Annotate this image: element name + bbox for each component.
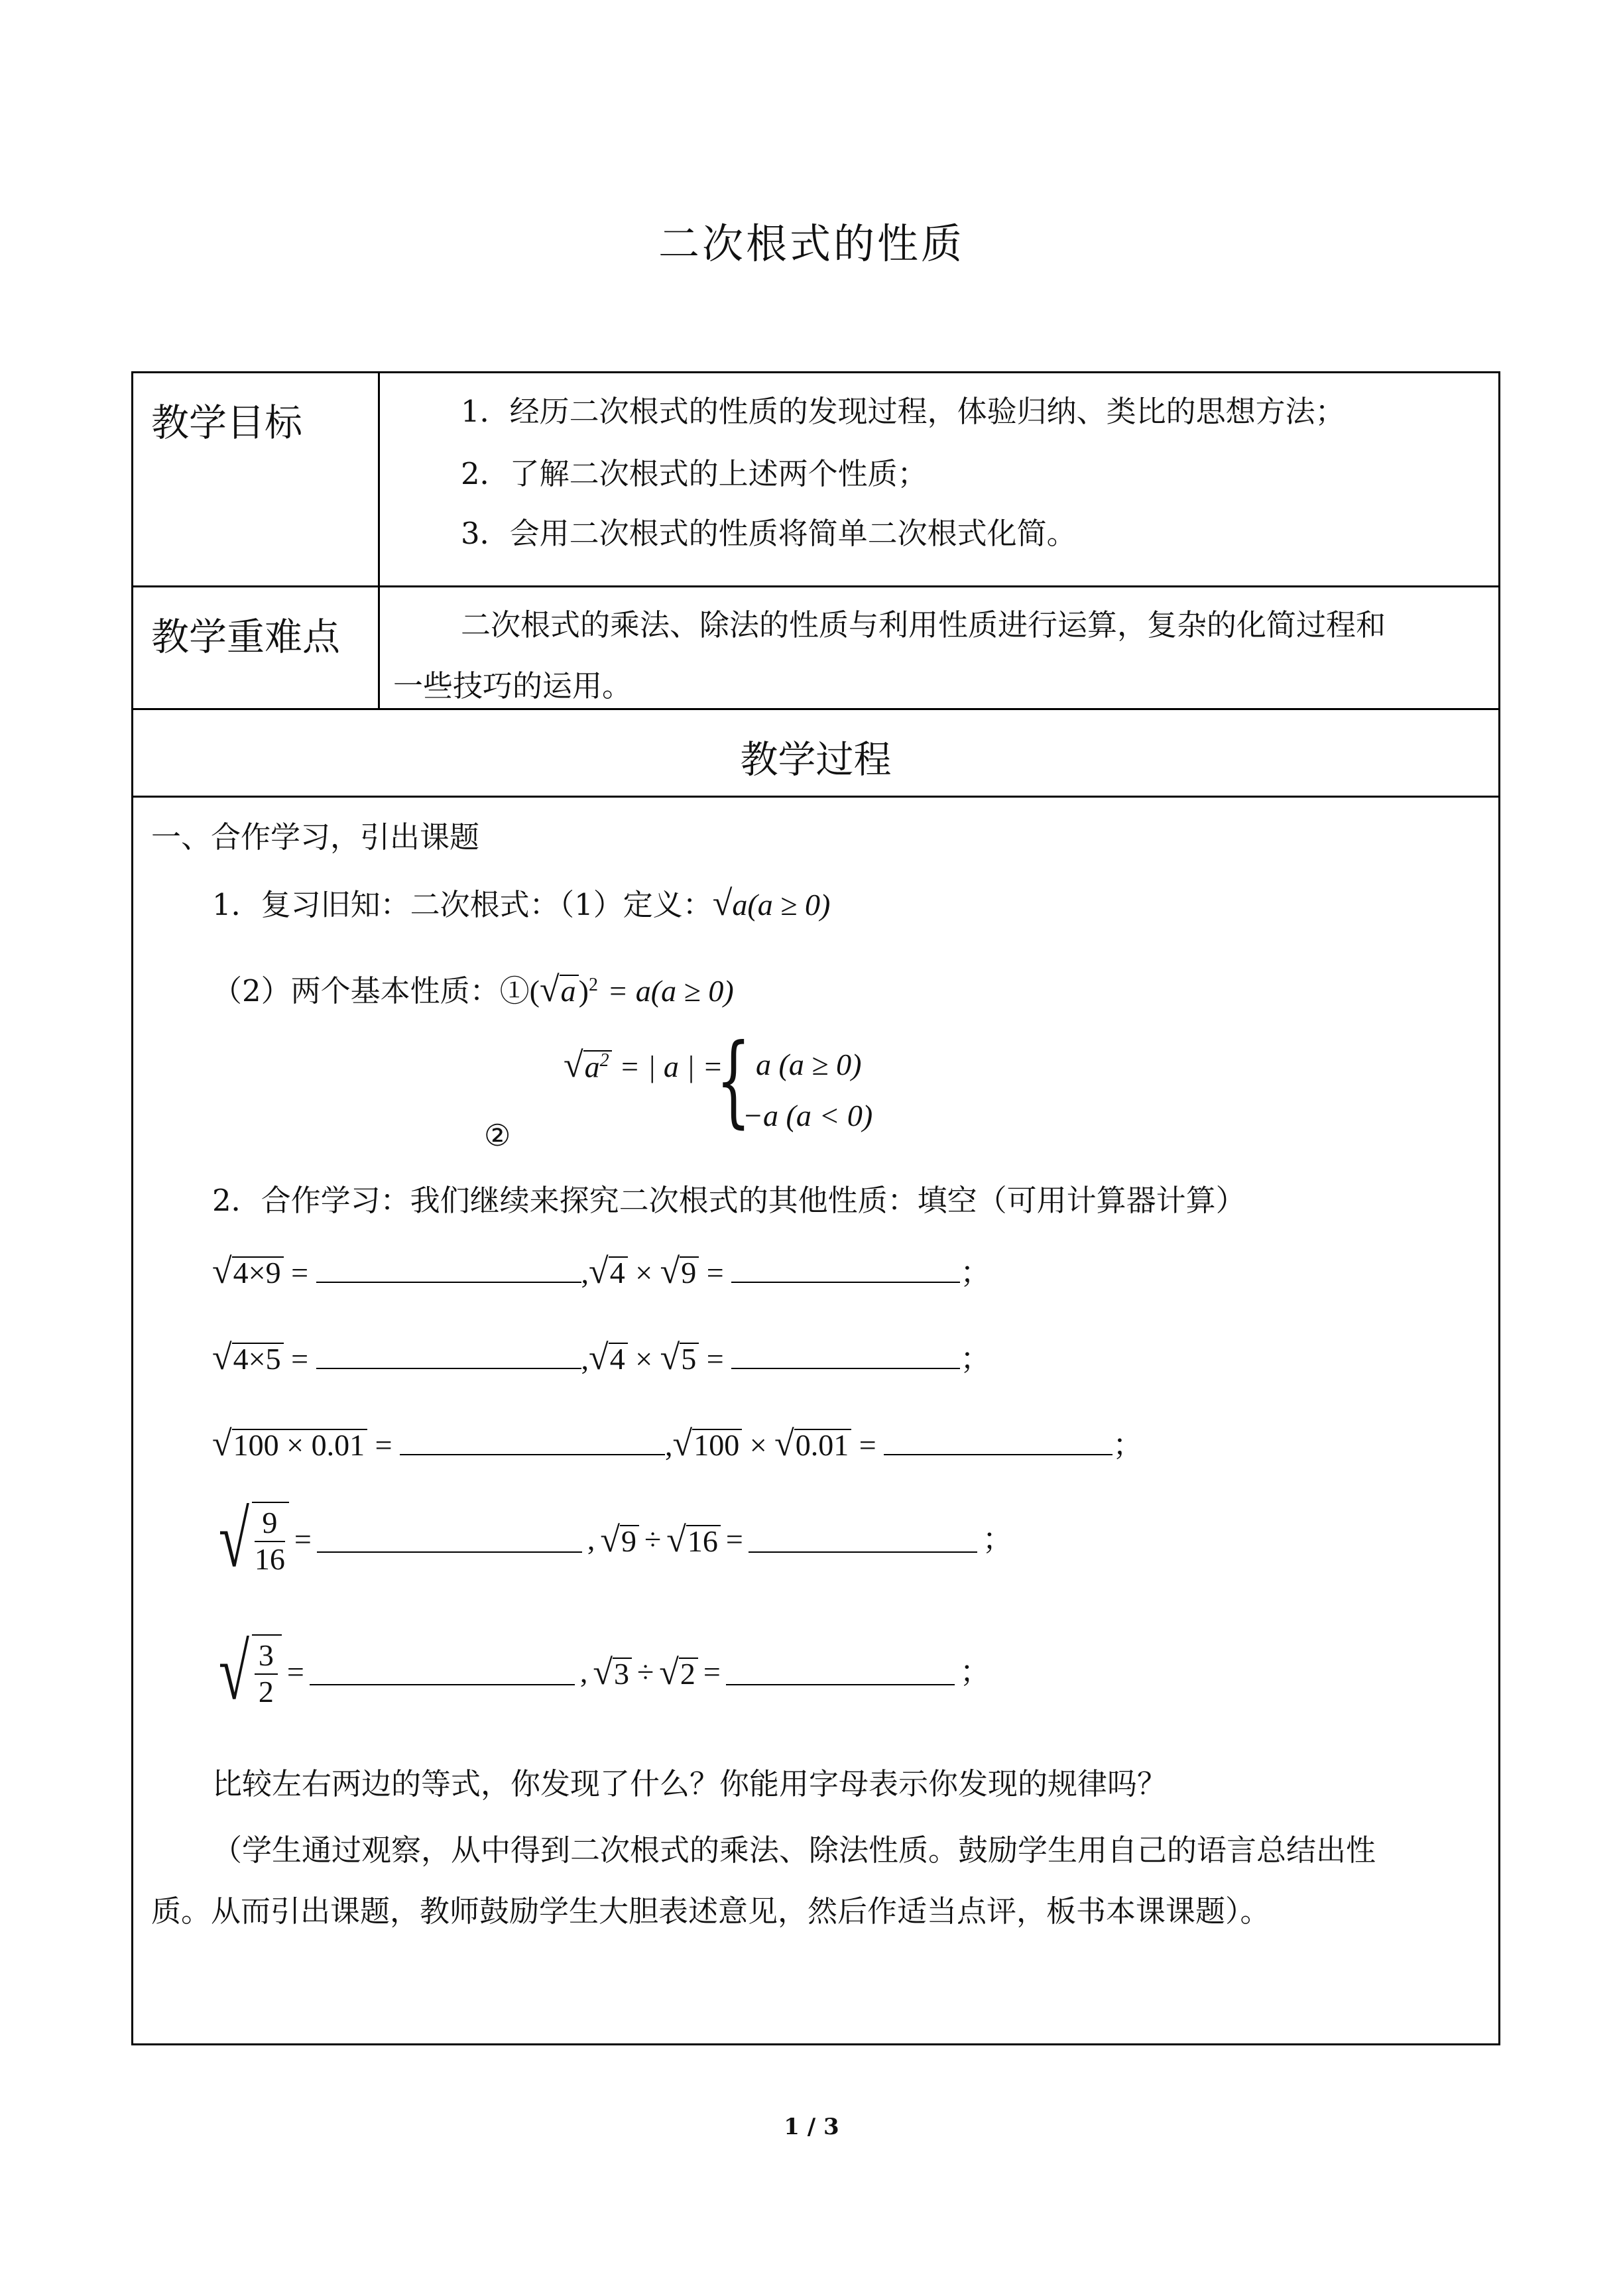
answer-blank[interactable] [731,1362,960,1369]
sqrt-icon: √ [660,1251,680,1291]
review-definition: a(a ≥ 0) [732,888,831,922]
sqrt-icon: √ [218,1495,249,1583]
sqrt-icon: √ [212,1251,232,1291]
property-1-rhs: = a(a ≥ 0) [607,974,734,1008]
answer-blank[interactable] [726,1679,955,1685]
property-2-marker: ② [484,1118,511,1153]
sqrt-icon: √ [564,1045,583,1085]
process-header: 教学过程 [740,738,892,782]
case-2: −a (a < 0) [743,1099,873,1132]
key-points-line-1: 二次根式的乘法、除法的性质与利用性质进行运算，复杂的化简过程和 [461,607,1386,642]
sqrt-icon: √ [774,1423,794,1463]
row-divider-3 [131,796,1500,798]
sqrt-icon: √ [218,1628,249,1716]
sqrt-icon: √ [660,1337,680,1377]
review-line [212,885,830,921]
key-points-line-2: 一些技巧的运用。 [393,668,632,703]
exercise-5: √ $\frac{3}{2}$ = , √3 ÷ √2 = ； [218,1628,991,1716]
sqrt-icon: √ [539,969,560,1009]
property-prefix: （2）两个基本性质：① [212,973,530,1008]
page-number: 1 / 3 [784,2114,839,2140]
exercise-3: √100 × 0.01 = ,√100 × √0.01 = ； [212,1423,1144,1463]
answer-blank[interactable] [731,1276,960,1283]
objective-item-3: 3．会用二次根式的性质将简单二次根式化简。 [461,516,1077,551]
exercise-1: √4×9 = ,√4 × √9 = ； [212,1251,991,1291]
document-title: 二次根式的性质 [658,219,965,268]
teacher-note-line-1: （学生通过观察，从中得到二次根式的乘法、除法性质。鼓励学生用自己的语言总结出性 [212,1833,1376,1868]
property-2-lhs: = | a | = [619,1050,723,1083]
review-prefix: 1．复习旧知：二次根式：（1）定义： [212,887,713,922]
column-divider [378,371,380,709]
row-divider-1 [131,585,1500,587]
sqrt-icon: √ [212,1337,232,1377]
left-brace-icon: { [716,1023,751,1138]
answer-blank[interactable] [884,1449,1112,1455]
case-1: a (a ≥ 0) [756,1048,862,1081]
sqrt-icon: √ [659,1652,679,1692]
cooperative-learning-line: 2．合作学习：我们继续来探究二次根式的其他性质：填空（可用计算器计算） [212,1183,1246,1218]
exercise-4: √ $\frac{9}{16}$ = , √9 ÷ √16 = ； [218,1495,1013,1583]
key-points-label: 教学重难点 [151,615,340,659]
answer-blank[interactable] [316,1362,581,1369]
answer-blank[interactable] [400,1449,665,1455]
sqrt-icon: √ [589,1251,609,1291]
exercise-2: √4×5 = ,√4 × √5 = ； [212,1337,991,1377]
sqrt-icon: √ [672,1423,693,1463]
teacher-note-line-2: 质。从而引出课题，教师鼓励学生大胆表述意见，然后作适当点评，板书本课课题）。 [151,1894,1270,1929]
row-divider-2 [131,708,1500,710]
objectives-label: 教学目标 [151,401,302,445]
objective-item-2: 2．了解二次根式的上述两个性质； [461,456,928,491]
sqrt-icon: √ [666,1520,686,1559]
answer-blank[interactable] [749,1546,977,1553]
section-1-title: 一、合作学习，引出课题 [151,819,480,855]
sqrt-icon: √ [712,883,733,923]
property-2-formula: $√a^2$ = | a | = [564,1045,723,1085]
answer-blank[interactable] [316,1276,581,1283]
compare-question: 比较左右两边的等式，你发现了什么？你能用字母表示你发现的规律吗？ [212,1766,1168,1801]
property-1-line: （2）两个基本性质：$①(√a)^2 = a(a \ge 0)$ [212,969,734,1009]
sqrt-icon: √ [593,1652,613,1692]
sqrt-icon: √ [600,1520,620,1559]
answer-blank[interactable] [317,1546,582,1553]
objective-item-1: 1．经历二次根式的性质的发现过程，体验归纳、类比的思想方法； [461,394,1345,429]
sqrt-icon: √ [589,1337,609,1377]
answer-blank[interactable] [310,1679,575,1685]
sqrt-icon: √ [212,1423,232,1463]
